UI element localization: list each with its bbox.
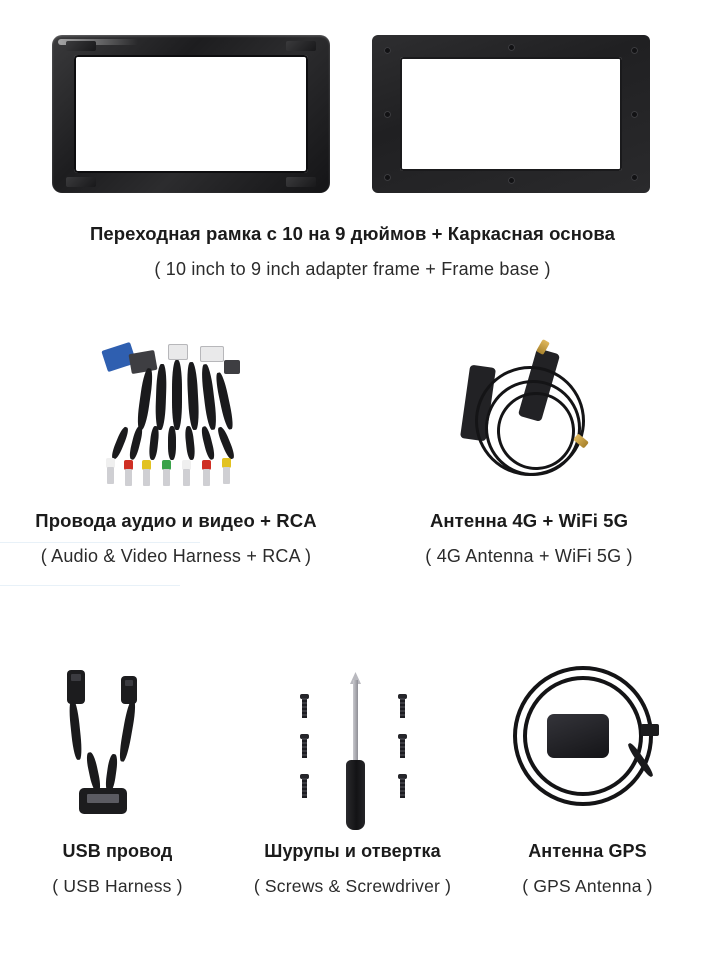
screw-hole-icon <box>384 47 391 54</box>
antenna-caption-en: ( 4G Antenna + WiFi 5G ) <box>425 546 633 567</box>
screwdriver-handle <box>346 760 365 830</box>
section-harness-antenna <box>0 330 705 595</box>
screw-hole-icon <box>631 47 638 54</box>
frame-caption-ru: Переходная рамка с 10 на 9 дюймов + Каркасная основа <box>90 223 615 244</box>
gps-caption-en: ( GPS Antenna ) <box>522 875 653 896</box>
rca-body <box>223 467 230 484</box>
tools-column <box>235 650 470 897</box>
artifact-line <box>0 585 180 586</box>
wire <box>110 426 130 461</box>
rca-plug-white <box>106 458 115 484</box>
wire <box>172 360 182 430</box>
screw-shank <box>400 778 405 798</box>
harness-image <box>0 330 352 505</box>
gps-caption-ru: Антенна GPS <box>528 841 647 861</box>
usb-wire <box>118 700 138 763</box>
usb-caption-en: ( USB Harness ) <box>52 875 183 896</box>
rca-plug-red-2 <box>202 460 211 486</box>
screw <box>300 734 309 758</box>
wire <box>184 426 196 461</box>
frame-images <box>0 0 705 200</box>
screw <box>398 694 407 718</box>
rca-plug-red <box>124 460 133 486</box>
tools-caption-en: ( Screws & Screwdriver ) <box>253 875 452 896</box>
gps-receiver-puck <box>547 714 609 758</box>
screw-shank <box>400 738 405 758</box>
screwdriver-shaft <box>353 680 358 762</box>
gps-antenna-image <box>505 662 680 832</box>
wire <box>148 426 160 461</box>
section-frame <box>0 0 705 300</box>
screw-hole-icon <box>384 111 391 118</box>
wire <box>155 364 167 430</box>
connector-black <box>224 360 240 374</box>
section-usb-tools-gps <box>0 650 705 950</box>
tools-caption-ru: Шурупы и отвертка <box>264 841 441 861</box>
rca-plug-white-2 <box>182 460 191 486</box>
frame-tab-bottom-right <box>286 177 316 187</box>
rca-body <box>143 469 150 486</box>
4g-wifi-antenna-image <box>423 338 633 503</box>
gps-column <box>470 650 705 897</box>
screw <box>300 694 309 718</box>
usb-socket-slot <box>87 794 119 803</box>
wire <box>200 426 216 461</box>
connector-white <box>168 344 188 360</box>
rca-body <box>163 469 170 486</box>
usb-cable-image <box>45 670 195 835</box>
screw-hole-icon <box>508 177 515 184</box>
screw-hole-icon <box>508 44 515 51</box>
screw <box>398 734 407 758</box>
usb-wire <box>68 700 83 761</box>
rca-body <box>203 469 210 486</box>
audio-video-harness-image <box>96 342 276 502</box>
screw <box>398 774 407 798</box>
connector-black <box>128 350 157 374</box>
antenna-image <box>353 330 705 505</box>
rca-plug-yellow-2 <box>222 458 231 484</box>
frame-tab-bottom-left <box>66 177 96 187</box>
rca-body <box>125 469 132 486</box>
wire <box>168 426 176 460</box>
gps-image <box>470 650 705 840</box>
screw <box>300 774 309 798</box>
wire <box>186 362 200 430</box>
rca-body <box>183 469 190 486</box>
rca-plug-green <box>162 460 171 486</box>
wire <box>128 426 144 461</box>
wire <box>214 372 235 431</box>
usb-wire <box>104 754 118 793</box>
screw-shank <box>302 778 307 798</box>
harness-caption-en: ( Audio & Video Harness + RCA ) <box>40 546 312 567</box>
frame-base-matte-image <box>372 35 650 193</box>
wire <box>136 368 155 431</box>
screw-hole-icon <box>384 174 391 181</box>
usb-port-slot <box>71 674 81 681</box>
adapter-frame-glossy-image <box>52 35 330 193</box>
tools-image <box>235 650 470 840</box>
screw-shank <box>302 698 307 718</box>
antenna-caption-ru: Антенна 4G + WiFi 5G <box>429 510 629 531</box>
usb-wire <box>85 752 102 793</box>
screw-shank <box>302 738 307 758</box>
screw-hole-icon <box>631 111 638 118</box>
wire <box>200 364 218 431</box>
artifact-line <box>0 542 200 543</box>
gps-connector <box>641 724 659 736</box>
usb-column <box>0 650 235 897</box>
wire <box>216 426 236 461</box>
screw-hole-icon <box>631 174 638 181</box>
frame-tab-top-left <box>66 41 96 51</box>
rca-plug-yellow <box>142 460 151 486</box>
harness-caption-ru: Провода аудио и видео + RCA <box>35 510 317 531</box>
screwdriver-screws-image <box>260 660 450 835</box>
frame-tab-top-right <box>286 41 316 51</box>
harness-column <box>0 330 352 569</box>
connector-white <box>200 346 224 362</box>
rca-body <box>107 467 114 484</box>
usb-caption-ru: USB провод <box>62 841 173 861</box>
usb-image <box>0 650 235 840</box>
usb-port-slot <box>125 680 133 686</box>
screw-shank <box>400 698 405 718</box>
antenna-column <box>353 330 705 569</box>
frame-caption-en: ( 10 inch to 9 inch adapter frame + Frame base ) <box>154 259 551 279</box>
